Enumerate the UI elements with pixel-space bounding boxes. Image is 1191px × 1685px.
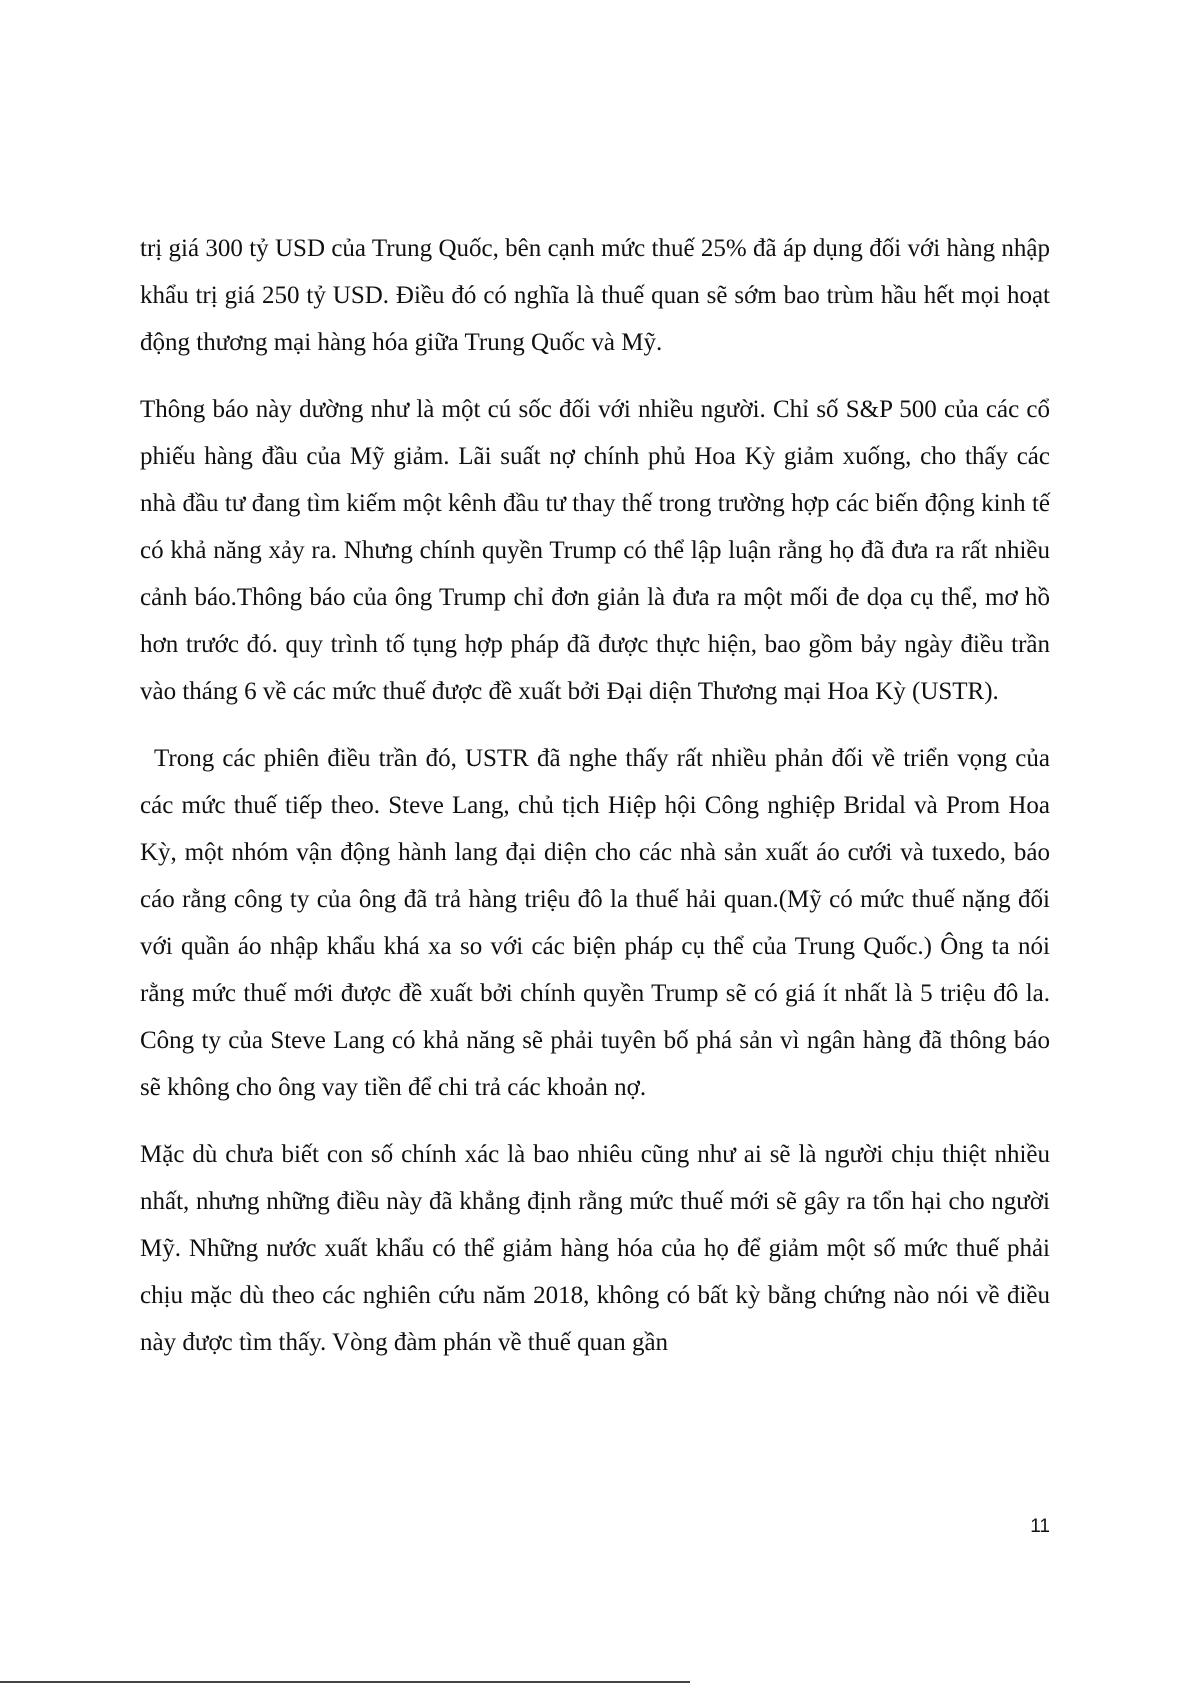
paragraph-1: trị giá 300 tỷ USD của Trung Quốc, bên cạnh mức thuế 25% đã áp dụng đối với hàng nhập khẩu trị giá 250 tỷ USD. Điều đó có nghĩa là thuế quan sẽ sớm bao trùm hầu hết mọi hoạt động thương mại hàng hóa giữa Trung Quốc và Mỹ. xyxy=(140,235,1050,356)
paragraph-4: Mặc dù chưa biết con số chính xác là bao nhiêu cũng như ai sẽ là người chịu thiệt nhiều nhất, nhưng những điều này đã khẳng định rằng mức thuế mới sẽ gây ra tổn hại cho người Mỹ. Những nước xuất khẩu có thể giảm hàng hóa của họ để giảm một số mức thuế phải chịu mặc dù theo các nghiên cứu năm 2018, không có bất kỳ bằng chứng nào nói về điều này được tìm thấy. Vòng đàm phán về thuế quan gần xyxy=(140,1141,1050,1356)
page-number: 11 xyxy=(1030,1516,1050,1537)
body-text xyxy=(140,225,1050,1386)
bottom-divider xyxy=(0,1681,690,1683)
paragraph-2: Thông báo này dường như là một cú sốc đối với nhiều người. Chỉ số S&P 500 của các cổ phiếu hàng đầu của Mỹ giảm. Lãi suất nợ chính phủ Hoa Kỳ giảm xuống, cho thấy các nhà đầu tư đang tìm kiếm một kênh đầu tư thay thế trong trường hợp các biến động kinh tế có khả năng xảy ra. Nhưng chính quyền Trump có thể lập luận rằng họ đã đưa ra rất nhiều cảnh báo.Thông báo của ông Trump chỉ đơn giản là đưa ra một mối đe dọa cụ thể, mơ hồ hơn trước đó. quy trình tố tụng hợp pháp đã được thực hiện, bao gồm bảy ngày điều trần vào tháng 6 về các mức thuế được đề xuất bởi Đại diện Thương mại Hoa Kỳ (USTR). xyxy=(140,396,1050,705)
paragraph-3: Trong các phiên điều trần đó, USTR đã nghe thấy rất nhiều phản đối về triển vọng của các mức thuế tiếp theo. Steve Lang, chủ tịch Hiệp hội Công nghiệp Bridal và Prom Hoa Kỳ, một nhóm vận động hành lang đại diện cho các nhà sản xuất áo cưới và tuxedo, báo cáo rằng công ty của ông đã trả hàng triệu đô la thuế hải quan.(Mỹ có mức thuế nặng đối với quần áo nhập khẩu khá xa so với các biện pháp cụ thể của Trung Quốc.) Ông ta nói rằng mức thuế mới được đề xuất bởi chính quyền Trump sẽ có giá ít nhất là 5 triệu đô la. Công ty của Steve Lang có khả năng sẽ phải tuyên bố phá sản vì ngân hàng đã thông báo sẽ không cho ông vay tiền để chi trả các khoản nợ. xyxy=(140,745,1050,1101)
